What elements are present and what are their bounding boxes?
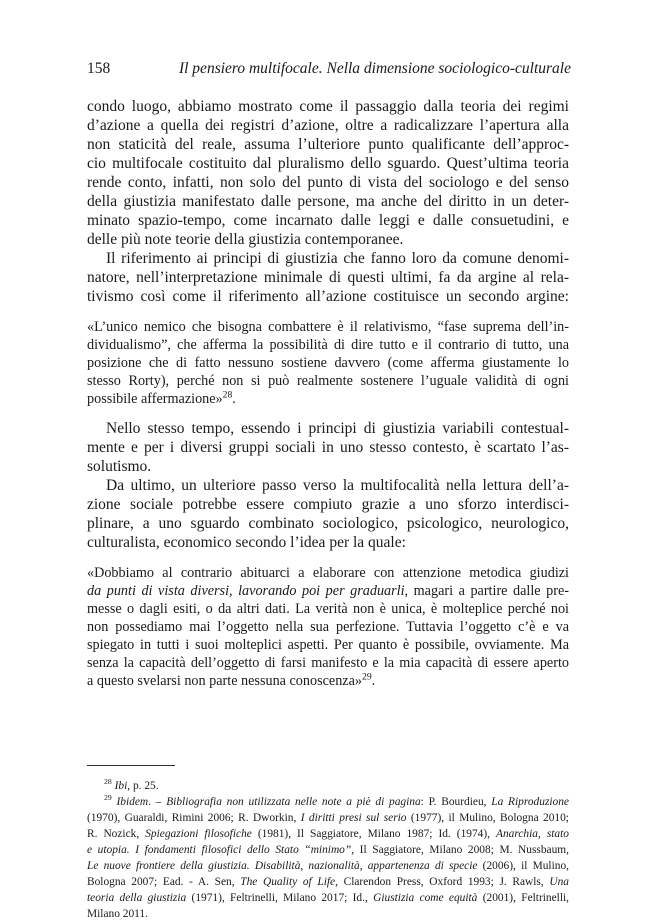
quote-line: da punti di vista diversi, lavorando poi per graduarli, magari a partire dalle pre- <box>87 583 569 599</box>
body-line: non staticità del reale, assuma l’ulteriore punto qualificante dell’approc- <box>87 136 569 153</box>
body-line: zione sociale potrebbe essere compiuto grazie a uno sforzo interdisci- <box>87 496 569 513</box>
quote-line: a questo svelarsi non parte nessuna conoscenza»$^{29}$. <box>87 671 376 689</box>
body-line: tivismo così come il riferimento all’azione costituisce un secondo argine: <box>87 288 569 305</box>
footnote-28: $^{28}$ Ibi, p. 25. <box>104 777 159 792</box>
footnote-line: (1970), Guaraldi, Rimini 2006; R. Dworkin, I diritti presi sul serio (1977), il Mulino, Bologna 2010; <box>87 812 569 824</box>
quote-line: senza la capacità dell’oggetto di farsi manifesto e la mia capacità di essere aperto <box>87 655 569 671</box>
quote-line: posizione che di fatto nessuno sostiene davvero (come afferma giustamente lo <box>87 355 569 371</box>
footnote-separator <box>87 765 175 766</box>
body-line: Da ultimo, un ulteriore passo verso la multifocalità nella lettura dell’a- <box>106 477 569 494</box>
body-line: d’azione a quella dei registri d’azione, oltre a radicalizzare l’apertura alla <box>87 117 569 134</box>
footnote-line: teoria della giustizia (1971), Feltrinelli, Milano 2017; Id., Giustizia come equità (2001), Feltrinelli, <box>87 892 569 904</box>
body-line: culturalista, economico secondo l’idea per la quale: <box>87 534 406 551</box>
body-line: della giustizia manifestato dalle persone, ma anche del diritto in un deter- <box>87 193 569 210</box>
body-line: minato spazio-tempo, come incarnato dalle leggi e dalle consuetudini, e <box>87 212 569 229</box>
footnote-line: R. Nozick, Spiegazioni filosofiche (1981), Il Saggiatore, Milano 1987; Id. (1974), Anarchia, stato <box>87 828 569 840</box>
page-header <box>87 60 569 84</box>
footnote-line: e utopia. I fondamenti filosofici dello Stato “minimo”, Il Saggiatore, Milano 2008; M. Nussbaum, <box>87 844 569 856</box>
quote-line: dividualismo”, che afferma la possibilità di dire tutto e il contrario di tutto, una <box>87 337 569 353</box>
body-line: condo luogo, abbiamo mostrato come il passaggio dalla teoria dei regimi <box>87 98 569 115</box>
body-line: rende conto, infatti, non solo del punto di vista del sociologo e del senso <box>87 174 569 191</box>
footnote-line: Bologna 2007; Ead. - A. Sen, The Quality of Life, Clarendon Press, Oxford 1993; J. Rawls, Una <box>87 876 570 888</box>
body-line: Il riferimento ai principi di giustizia che fanno loro da comune denomi- <box>106 250 569 267</box>
quote-line: messe o dagli esiti, o da altri dati. La verità non è unica, è molteplice perché noi <box>87 601 569 617</box>
quote-line: «Dobbiamo al contrario abituarci a elaborare con attenzione metodica giudizi <box>87 565 569 581</box>
footnote-ref-29: 29 <box>362 671 372 683</box>
footnote-29: $^{29}$ Ibidem. – Bibliografia non utilizzata nelle note a piè di pagina: P. Bourdieu, La Riproduzione <box>104 793 569 808</box>
footnote-line: Le nuove frontiere della giustizia. Disabilità, nazionalità, appartenenza di specie (2006), il Mulino, <box>87 860 569 872</box>
footnote-ref-28: 28 <box>222 389 233 401</box>
body-line: solutismo. <box>87 458 152 475</box>
quote-line: non possediamo mai l’oggetto nella sua perfezione. Tuttavia l’oggetto c’è e va <box>87 619 569 635</box>
footnote-line: Milano 2011. <box>87 908 148 920</box>
body-line: delle più note teorie della giustizia contemporanee. <box>87 231 404 248</box>
quote-line: stesso Rorty), perché non si può realmente sostenere l’uguale validità di ogni <box>87 373 569 389</box>
body-line: natore, nell’interpretazione minimale di questi ultimi, fa da argine al rela- <box>87 269 569 286</box>
body-line: cio multifocale costituito dal pluralismo dello sguardo. Quest’ultima teoria <box>87 155 569 172</box>
quote-line: «L’unico nemico che bisogna combattere è il relativismo, “fase suprema dell’in- <box>87 319 569 335</box>
quote-line: spiegato in tutti i suoi molteplici aspetti. Per quanto è possibile, ovviamente. Ma <box>87 637 569 653</box>
body-line: mente e per i diversi gruppi sociali in uno stesso contesto, è scartato l’as- <box>87 439 569 456</box>
quote-line: possibile affermazione»$^{28}$. <box>87 389 236 407</box>
running-title: Il pensiero multifocale. Nella dimensione sociologico-culturale <box>178 60 571 77</box>
page-number: 158 <box>87 60 111 77</box>
body-line: plinare, a uno sguardo combinato sociologico, psicologico, neurologico, <box>87 515 569 532</box>
body-line: Nello stesso tempo, essendo i principi di giustizia variabili contestual- <box>106 420 569 437</box>
